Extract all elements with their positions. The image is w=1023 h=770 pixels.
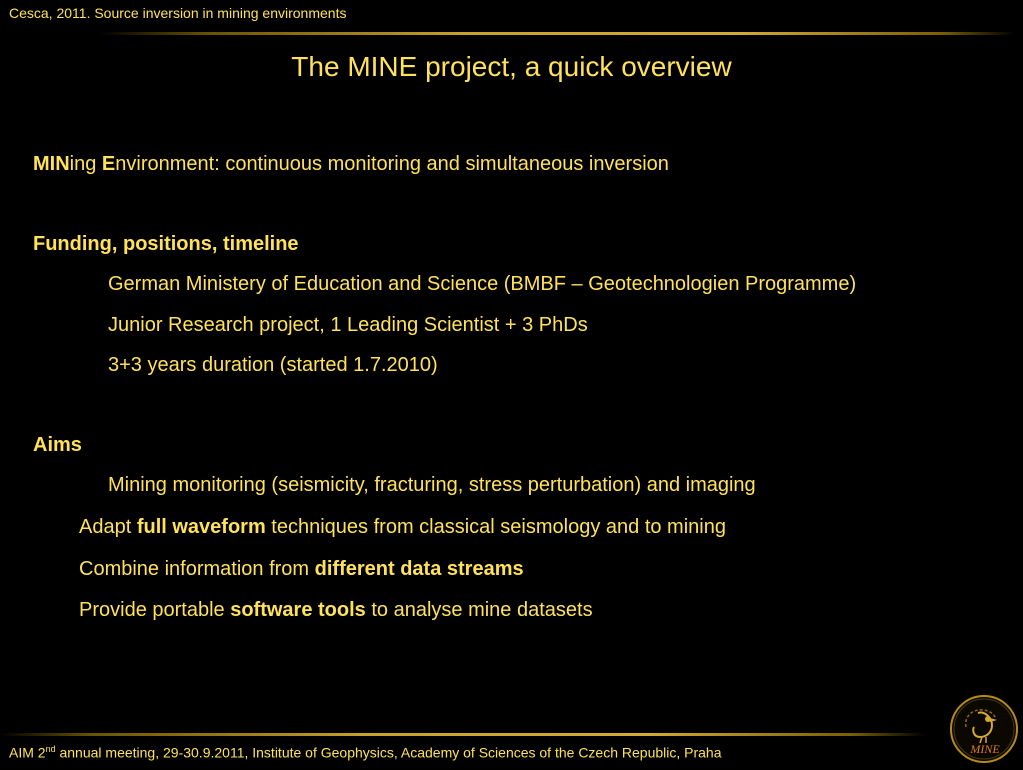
slide-footer [9, 744, 722, 761]
top-divider [100, 32, 1014, 35]
aims-item-text: Adapt [79, 516, 137, 538]
acronym-line [33, 153, 669, 176]
aims-item-text: Combine information from [79, 558, 315, 580]
funding-item: Junior Research project, 1 Leading Scientist + 3 PhDs [108, 314, 588, 336]
footer-text: AIM 2 [9, 744, 46, 761]
aims-item [79, 599, 593, 622]
aims-item [79, 558, 524, 581]
aims-item-emphasis: different data streams [314, 558, 524, 580]
acronym-bold-2: E [101, 153, 116, 175]
aims-item-emphasis: full waveform [136, 516, 266, 538]
mine-logo-icon [948, 693, 1020, 765]
footer-superscript: nd [45, 744, 56, 754]
bottom-divider [0, 733, 925, 736]
aims-item-text: techniques from classical seismology and to mining [265, 516, 726, 538]
aims-item-text: Provide portable [79, 599, 231, 621]
acronym-bold-1: MIN [33, 153, 70, 175]
aims-item [79, 516, 726, 539]
slide-title: The MINE project, a quick overview [291, 51, 732, 82]
funding-item: 3+3 years duration (started 1.7.2010) [108, 354, 438, 376]
acronym-rest-2: nvironment: continuous monitoring and simultaneous inversion [115, 153, 669, 175]
aims-heading: Aims [33, 434, 82, 456]
aims-item-text: to analyse mine datasets [365, 599, 593, 621]
logo-text: MINE [970, 742, 1000, 756]
footer-text: annual meeting, 29-30.9.2011, Institute of Geophysics, Academy of Sciences of the Czech Republic, Praha [55, 744, 722, 761]
funding-heading: Funding, positions, timeline [33, 233, 299, 255]
aims-item-emphasis: software tools [230, 599, 366, 621]
aims-item: Mining monitoring (seismicity, fracturing, stress perturbation) and imaging [108, 474, 756, 496]
funding-item: German Ministery of Education and Science (BMBF – Geotechnologien Programme) [108, 273, 857, 295]
acronym-rest-1: ing [69, 153, 102, 175]
slide-header: Cesca, 2011. Source inversion in mining environments [9, 5, 347, 21]
